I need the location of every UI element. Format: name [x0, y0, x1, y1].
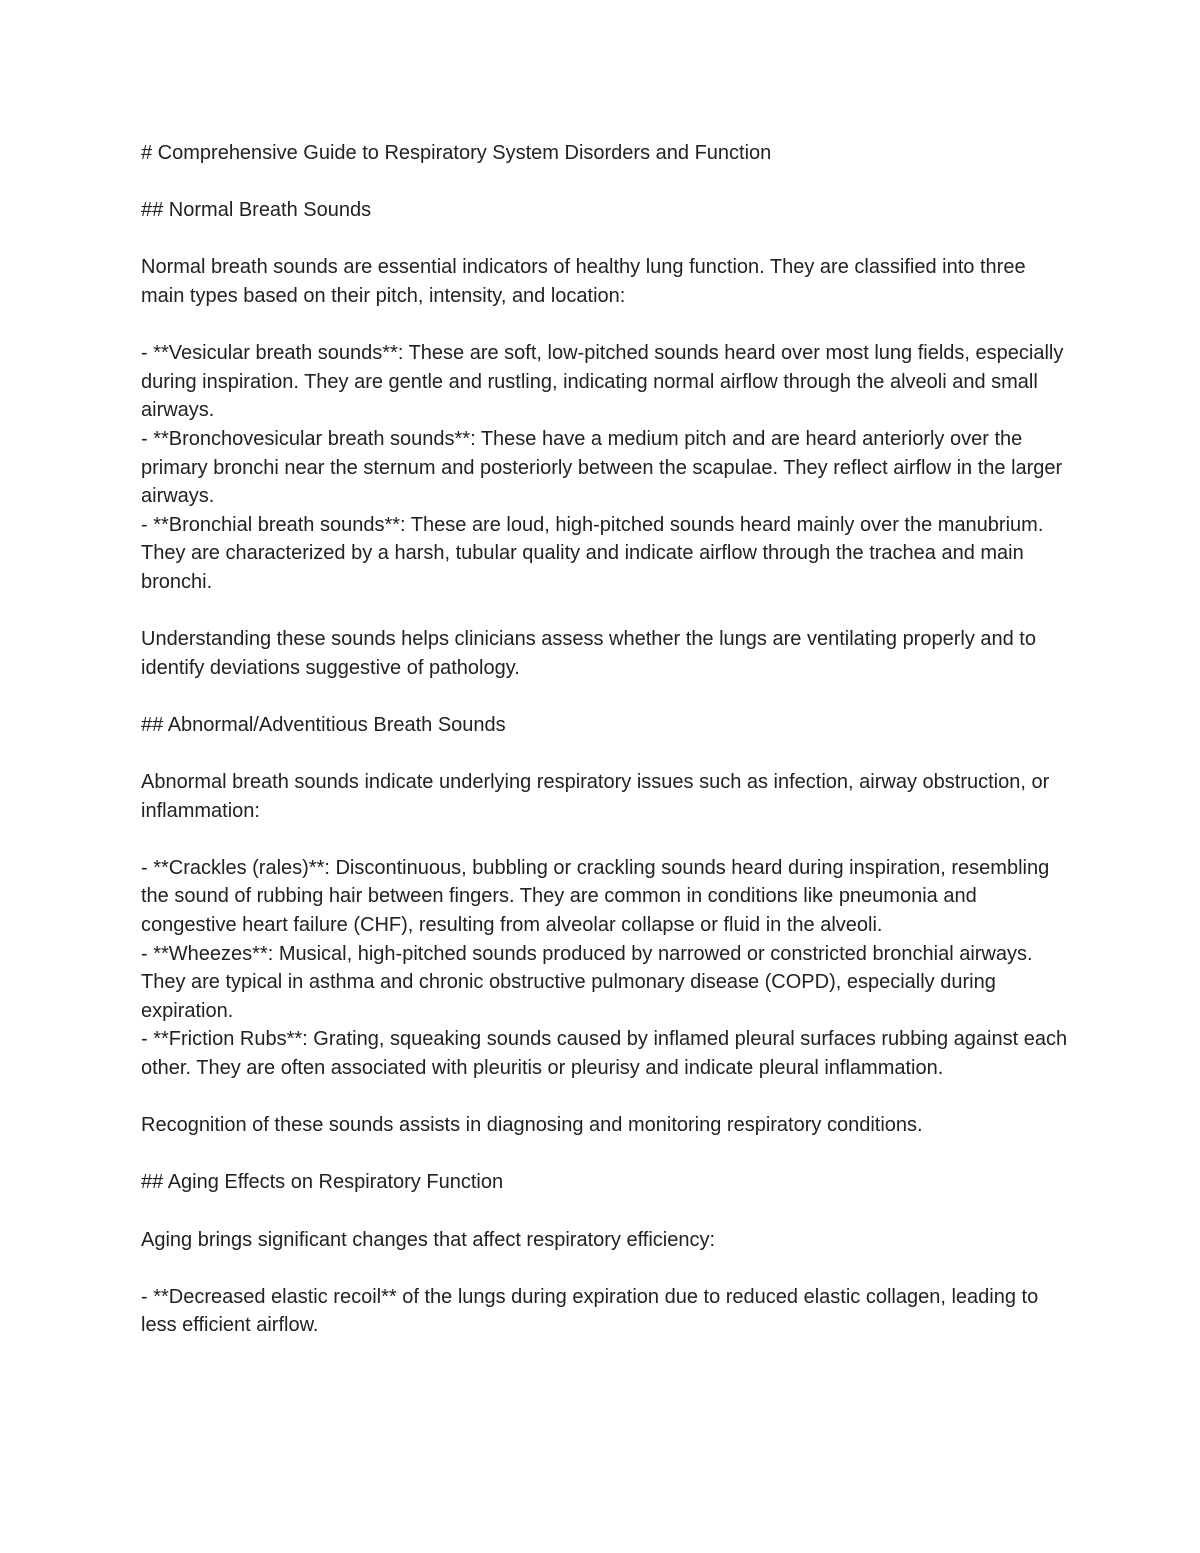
- list-item-friction-rubs: - **Friction Rubs**: Grating, squeaking sounds caused by inflamed pleural surfaces rubbing against each other. They are often associated with pleuritis or pleurisy and indicate pleural inflammation.: [141, 1028, 1073, 1079]
- section-heading-aging-effects: ## Aging Effects on Respiratory Function: [141, 1171, 504, 1194]
- list-item-wheezes: - **Wheezes**: Musical, high-pitched sounds produced by narrowed or constricted bronchial airways. They are typical in asthma and chronic obstructive pulmonary disease (COPD), especially during expiration.: [141, 942, 1038, 1022]
- section-outro: Understanding these sounds helps clinicians assess whether the lungs are ventilating properly and to identify deviations suggestive of pathology.: [141, 628, 1042, 679]
- paragraph-gap: [141, 311, 1071, 340]
- list-item-bronchovesicular: - **Bronchovesicular breath sounds**: These have a medium pitch and are heard anteriorly over the primary bronchi near the sternum and posteriorly between the scapulae. They reflect airflow in the larger airways.: [141, 427, 1068, 508]
- paragraph-gap: [141, 225, 1071, 254]
- section-intro: Abnormal breath sounds indicate underlying respiratory issues such as infection, airway obstruction, or inflammation:: [141, 771, 1055, 822]
- paragraph-gap: [141, 168, 1071, 197]
- paragraph-gap: [141, 597, 1071, 626]
- paragraph-gap: [141, 825, 1071, 854]
- section-heading-normal-breath-sounds: ## Normal Breath Sounds: [141, 199, 372, 222]
- list-item-crackles: - **Crackles (rales)**: Discontinuous, bubbling or crackling sounds heard during inspiration, resembling the sound of rubbing hair between fingers. They are common in conditions like pneumonia and congestive heart failure (CHF), resulting from alveolar collapse or fluid in the alveoli.: [141, 856, 1055, 937]
- section-intro: Normal breath sounds are essential indicators of healthy lung function. They are classified into three main types based on their pitch, intensity, and location:: [141, 256, 1032, 307]
- list-item-decreased-elastic-recoil: - **Decreased elastic recoil** of the lungs during expiration due to reduced elastic collagen, leading to less efficient airflow.: [141, 1285, 1044, 1337]
- paragraph-gap: [141, 739, 1071, 768]
- section-intro: Aging brings significant changes that affect respiratory efficiency:: [141, 1228, 716, 1251]
- list-item-bronchial: - **Bronchial breath sounds**: These are loud, high-pitched sounds heard mainly over the manubrium. They are characterized by a harsh, tubular quality and indicate airflow through the trachea and main bronchi.: [141, 513, 1049, 593]
- paragraph-gap: [141, 1197, 1071, 1226]
- document-body: [141, 139, 1071, 1340]
- list-item-vesicular: - **Vesicular breath sounds**: These are soft, low-pitched sounds heard over most lung fields, especially during inspiration. They are gentle and rustling, indicating normal airflow through the alveoli and small airways.: [141, 342, 1069, 422]
- paragraph-gap: [141, 1083, 1071, 1112]
- paragraph-gap: [141, 682, 1071, 711]
- document-title: # Comprehensive Guide to Respiratory System Disorders and Function: [141, 142, 772, 164]
- paragraph-gap: [141, 1254, 1071, 1283]
- section-outro: Recognition of these sounds assists in diagnosing and monitoring respiratory conditions.: [141, 1114, 923, 1137]
- section-heading-abnormal-breath-sounds: ## Abnormal/Adventitious Breath Sounds: [141, 713, 506, 736]
- paragraph-gap: [141, 1140, 1071, 1169]
